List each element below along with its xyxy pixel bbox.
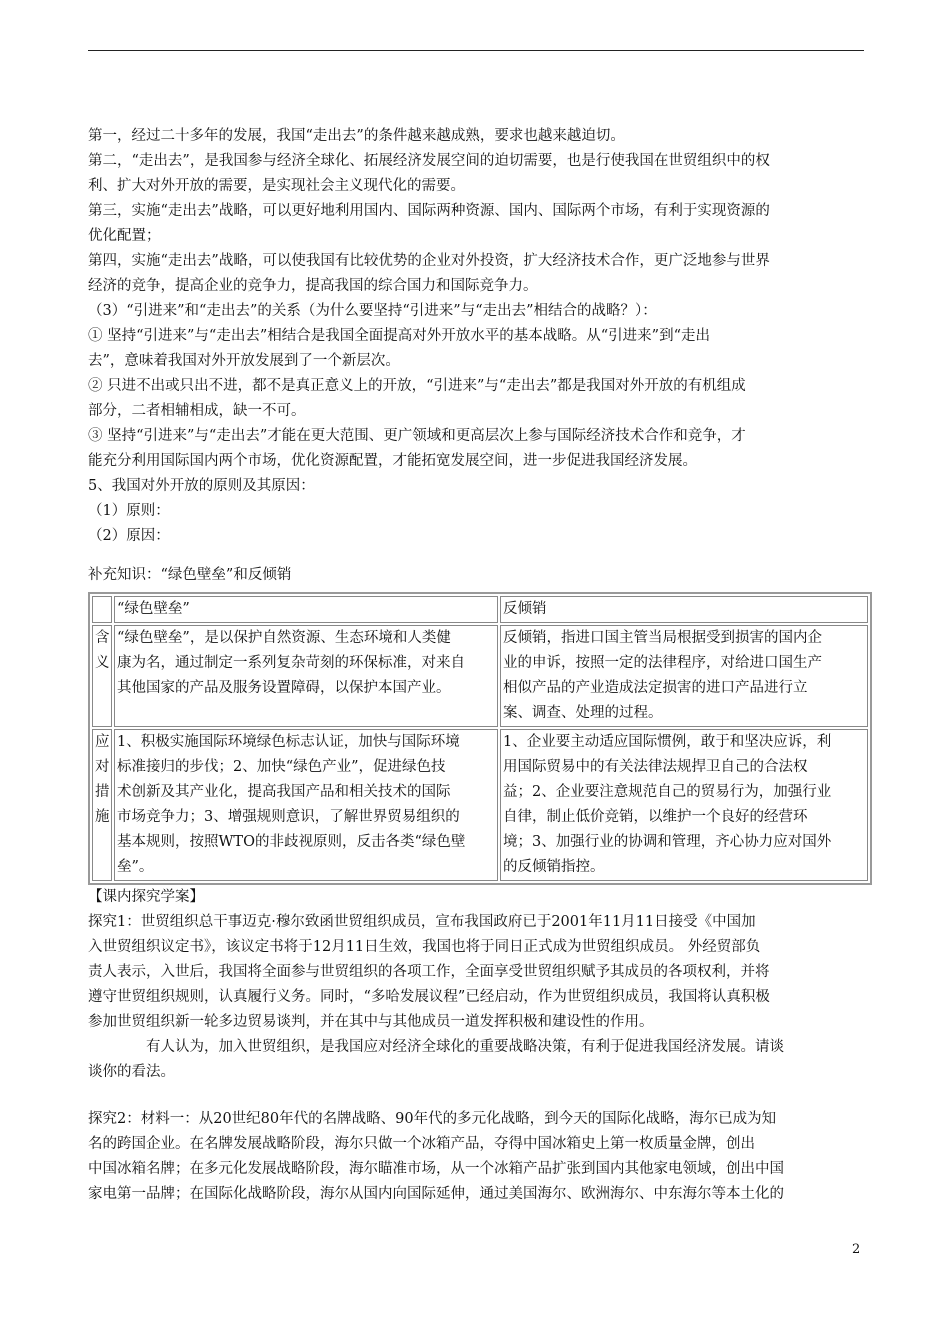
text-line: 第三，实施“走出去”战略，可以更好地利用国内、国际两种资源、国内、国际两个市场，有利于实现资源的 xyxy=(88,203,770,219)
text-line: 第二，“走出去”，是我国参与经济全球化、拓展经济发展空间的迫切需要，也是行使我国在世贸组织中的权 xyxy=(88,153,770,169)
header-anti-dumping: 反倾销 xyxy=(500,596,868,623)
row-label-definition: 含 义 xyxy=(92,625,112,727)
definition-green-barrier: “绿色壁垒”，是以保护自然资源、生态环境和人类健 康为名，通过制定一系列复杂苛刻的环保标准，对来自 其他国家的产品及服务设置障碍，以保护本国产业。 xyxy=(114,625,498,727)
text-line: 责人表示，入世后，我国将全面参与世贸组织的各项工作，全面享受世贸组织赋予其成员的各项权利，并将 xyxy=(88,964,770,980)
text-line: 探究1：世贸组织总干事迈克·穆尔致函世贸组织成员，宣布我国政府已于2001年11月11日接受《中国加 xyxy=(88,914,756,930)
table-row xyxy=(92,596,868,623)
text-line: 利、扩大对外开放的需要，是实现社会主义现代化的需要。 xyxy=(88,178,465,194)
table-corner-cell xyxy=(92,596,112,623)
supplement-title: 补充知识：“绿色壁垒”和反倾销 xyxy=(88,567,292,583)
text-line: 遵守世贸组织规则，认真履行义务。同时，“多哈发展议程”已经启动，作为世贸组织成员，我国将认真积极 xyxy=(88,989,770,1005)
row-label-measures: 应 对 措 施 xyxy=(92,729,112,881)
text-line: 参加世贸组织新一轮多边贸易谈判，并在其中与其他成员一道发挥积极和建设性的作用。 xyxy=(88,1014,654,1030)
question-line: 有人认为，加入世贸组织，是我国应对经济全球化的重要战略决策，有利于促进我国经济发展。请谈 xyxy=(146,1039,784,1055)
page-number: 2 xyxy=(852,1242,861,1257)
header-rule xyxy=(88,50,864,51)
measures-green-barrier: 1、积极实施国际环境绿色标志认证，加快与国际环境 标准接归的步伐；2、加快“绿色产业”，促进绿色技 术创新及其产业化，提高我国产品和相关技术的国际 市场竞争力；3、增强规则意识，了解世界贸易组织的 基本规则，按照WTO的非歧视原则，反击各类“绿色壁 垒”。 xyxy=(114,729,498,881)
text-line: 能充分利用国际国内两个市场，优化资源配置，才能拓宽发展空间，进一步促进我国经济发展。 xyxy=(88,453,697,469)
text-line: 名的跨国企业。在名牌发展战略阶段，海尔只做一个冰箱产品，夺得中国冰箱史上第一枚质量金牌，创出 xyxy=(88,1136,755,1152)
text-line: （2）原因： xyxy=(88,528,170,544)
text-line: 入世贸组织议定书》，该议定书将于12月11日生效，我国也将于同日正式成为世贸组织成员。 外经贸部负 xyxy=(88,939,761,955)
text-line: （1）原则： xyxy=(88,503,170,519)
page-content xyxy=(88,124,868,1207)
text-line: ① 坚持“引进来”与“走出去”相结合是我国全面提高对外开放水平的基本战略。从“引进来”到“走出 xyxy=(88,328,710,344)
text-line: ③ 坚持“引进来”与“走出去”才能在更大范围、更广领域和更高层次上参与国际经济技术合作和竞争，才 xyxy=(88,428,746,444)
text-line: 经济的竞争，提高企业的竞争力，提高我国的综合国力和国际竞争力。 xyxy=(88,278,538,294)
text-line: 第四，实施“走出去”战略，可以使我国有比较优势的企业对外投资，扩大经济技术合作，更广泛地参与世界 xyxy=(88,253,770,269)
question-line: 谈你的看法。 xyxy=(88,1064,175,1080)
text-line: 家电第一品牌；在国际化战略阶段，海尔从国内向国际延伸，通过美国海尔、欧洲海尔、中东海尔等本土化的 xyxy=(88,1186,784,1202)
text-line: 第一，经过二十多年的发展，我国“走出去”的条件越来越成熟，要求也越来越迫切。 xyxy=(88,128,625,144)
section-title: 【课内探究学案】 xyxy=(88,889,204,905)
text-line: 中国冰箱名牌；在多元化发展战略阶段，海尔瞄准市场，从一个冰箱产品扩张到国内其他家电领域，创出中国 xyxy=(88,1161,784,1177)
text-line: ② 只进不出或只出不进，都不是真正意义上的开放，“引进来”与“走出去”都是我国对外开放的有机组成 xyxy=(88,378,746,394)
text-line: 部分，二者相辅相成，缺一不可。 xyxy=(88,403,306,419)
text-line: 5、我国对外开放的原则及其原因： xyxy=(88,478,315,494)
header-green-barrier: “绿色壁垒” xyxy=(114,596,498,623)
text-line: （3）“引进来”和“走出去”的关系（为什么要坚持“引进来”与“走出去”相结合的战略？）： xyxy=(88,303,657,319)
text-line: 优化配置； xyxy=(88,228,161,244)
text-line: 探究2：材料一：从20世纪80年代的名牌战略、90年代的多元化战略，到今天的国际化战略，海尔已成为知 xyxy=(88,1111,777,1127)
measures-anti-dumping: 1、企业要主动适应国际惯例，敢于和坚决应诉，利 用国际贸易中的有关法律法规捍卫自己的合法权 益；2、企业要注意规范自己的贸易行为，加强行业 自律，制止低价竞销，以维护一个良好的经营环 境；3、加强行业的协调和管理，齐心协力应对国外 的反倾销指控。 xyxy=(500,729,868,881)
comparison-table-frame xyxy=(88,592,872,885)
comparison-table xyxy=(90,594,870,883)
definition-anti-dumping: 反倾销，指进口国主管当局根据受到损害的国内企 业的申诉，按照一定的法律程序，对给进口国生产 相似产品的产业造成法定损害的进口产品进行立 案、调查、处理的过程。 xyxy=(500,625,868,727)
text-line: 去”，意味着我国对外开放发展到了一个新层次。 xyxy=(88,353,400,369)
table-row xyxy=(92,625,868,727)
table-row xyxy=(92,729,868,881)
